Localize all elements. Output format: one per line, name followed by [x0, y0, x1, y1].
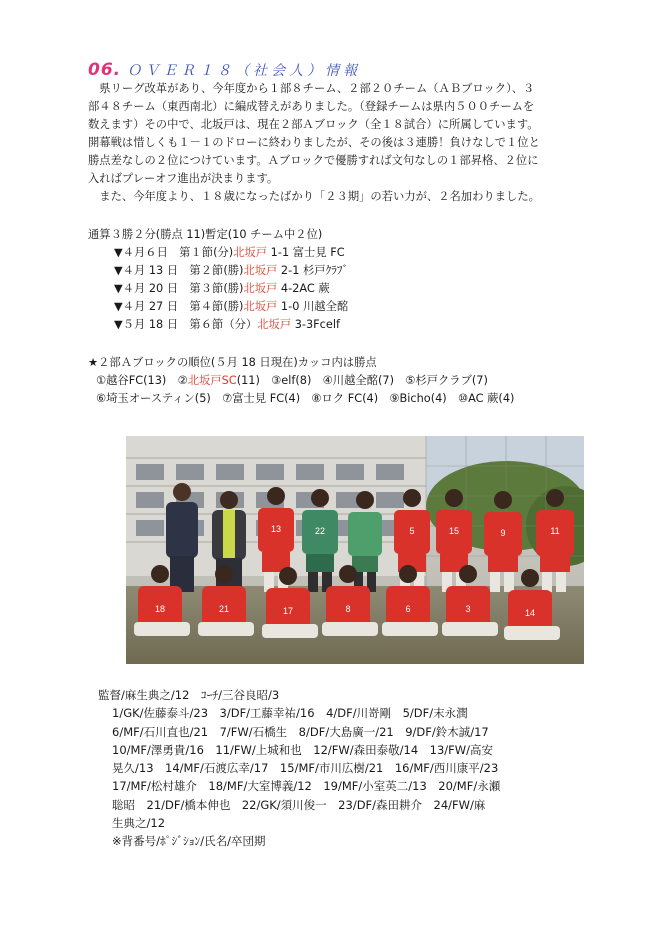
roster-line: 6/MF/石川直也/21 7/FW/石橋生 8/DF/大島廣一/21 9/DF/鈴木誠/17 [112, 724, 489, 739]
jersey-number: 14 [524, 608, 536, 618]
jersey-number: 15 [448, 526, 460, 536]
match-result [88, 316, 348, 334]
team-name: 北坂戸 [257, 318, 292, 331]
jersey-number: 8 [345, 604, 351, 614]
match-result [88, 280, 348, 298]
team-name: 北坂戸 [243, 264, 278, 277]
section-title: ＯＶＥＲ１８（社会人）情報 [127, 63, 362, 79]
standings-text: ①越谷FC(13) ② [96, 374, 188, 387]
roster-line: 生典之/12 [112, 816, 166, 831]
section-heading [88, 60, 361, 80]
team-name: 北坂戸 [233, 246, 268, 259]
match-date: ▼４月 13 日 第２節(勝) [114, 264, 244, 277]
team-photo-image [126, 436, 584, 664]
match-date: ▼４月６日 第１節(分) [114, 246, 234, 259]
intro-paragraph [88, 80, 588, 206]
match-score: 4-2AC 蕨 [277, 282, 330, 295]
roster-line: 聡昭 21/DF/橋本伸也 22/GK/須川俊一 23/DF/森田耕介 24/FW/麻 [112, 797, 486, 812]
intro-line: 県リーグ改革があり、今年度から１部８チーム、２部２０チーム（ＡＢブロック）、３ [99, 82, 535, 95]
standings-text: (11) ③elf(8) ④川越全酩(7) ⑤杉戸クラブ(7) [236, 374, 488, 387]
standings [88, 354, 514, 408]
team-name: 北坂戸 [243, 282, 278, 295]
intro-line: 勝点差なしの２位につけています。Ａブロックで優勝すれば文句なしの１部昇格、２位に [88, 154, 539, 167]
jersey-number: 3 [465, 604, 471, 614]
jersey-number: 13 [270, 524, 282, 534]
intro-line: 開幕戦は惜しくも１－１のドローに終わりましたが、その後は３連勝！負けなしで１位と [88, 136, 540, 149]
match-date: ▼４月 20 日 第３節(勝) [114, 282, 244, 295]
match-score: 2-1 杉戸ｸﾗﾌﾞ [277, 264, 349, 277]
match-result [88, 298, 348, 316]
match-date: ▼４月 27 日 第４節(勝) [114, 300, 244, 313]
jersey-number: 11 [550, 526, 560, 536]
intro-line: 入ればプレーオフ進出が決まります。 [88, 172, 279, 185]
roster-line: 17/MF/松村雄介 18/MF/大室博義/12 19/MF/小室英二/13 20/MF/永瀬 [112, 779, 501, 794]
standings-row: ⑥埼玉オースティン(5) ⑦富士見 FC(4) ⑧ロク FC(4) ⑨Bicho(4) ⑩AC 蕨(4) [96, 392, 515, 405]
intro-line: 数えます）その中で、北坂戸は、現在２部Ａブロック（全１８試合）に所属しています。 [88, 118, 539, 131]
match-result [88, 244, 348, 262]
intro-line: 部４８チーム（東西南北）に編成替えがありました。（登録チームは県内５００チームを [88, 100, 535, 113]
roster-legend: ※背番号/ﾎﾟｼﾞｼｮﾝ/氏名/卒団期 [112, 834, 266, 849]
match-score: 1-0 川越全酩 [277, 300, 349, 313]
jersey-number: 17 [282, 606, 294, 616]
jersey-number: 9 [500, 528, 506, 538]
team-photo [126, 436, 584, 664]
match-score: 3-3Fcelf [291, 318, 340, 331]
standings-title: ★２部Ａブロックの順位(５月 18 日現在)カッコ内は勝点 [88, 356, 377, 369]
team-name: 北坂戸SC [187, 374, 237, 387]
jersey-number: 21 [218, 604, 230, 614]
jersey-number: 5 [409, 526, 415, 536]
match-result [88, 262, 348, 280]
roster-coaches: 監督/麻生典之/12 ｺｰﾁ/三谷良昭/3 [98, 688, 280, 702]
roster-line: 晃久/13 14/MF/石渡広幸/17 15/MF/市川広樹/21 16/MF/西川康平/23 [112, 761, 499, 776]
match-date: ▼５月 18 日 第６節（分） [114, 318, 258, 331]
intro-line-new-members: また、今年度より、１８歳になったばかり「２３期」の若い力が、２名加わりました。 [99, 190, 540, 203]
roster-line: 10/MF/澤勇貴/16 11/FW/上城和也 12/FW/森田泰敬/14 13/FW/高安 [112, 742, 494, 757]
roster-line: 1/GK/佐藤泰斗/23 3/DF/工藤幸祐/16 4/DF/川嵜剛 5/DF/末永潤 [112, 706, 468, 721]
roster [98, 686, 588, 851]
jersey-number: 6 [405, 604, 411, 614]
record-summary: 通算３勝２分(勝点 11)暫定(10 チーム中２位) [88, 228, 323, 241]
match-score: 1-1 富士見 FC [267, 246, 345, 259]
team-name: 北坂戸 [243, 300, 278, 313]
jersey-number: 22 [314, 526, 326, 536]
jersey-number: 18 [154, 604, 166, 614]
season-record [88, 226, 348, 334]
standings-row [88, 372, 514, 390]
section-number: 06. [88, 60, 122, 80]
